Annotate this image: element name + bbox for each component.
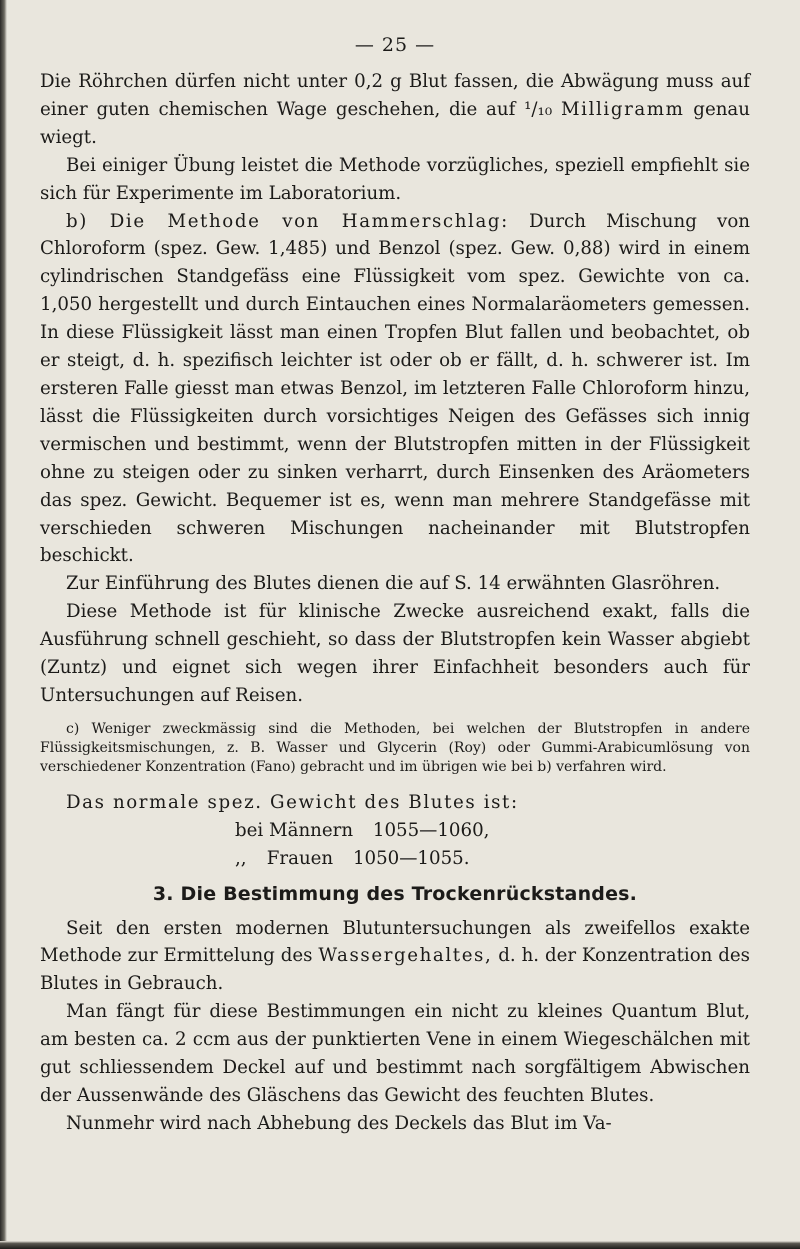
- page-number: — 25 —: [354, 34, 436, 56]
- normal-weight-heading: Das normale spez. Gewicht des Blutes ist:: [66, 791, 519, 813]
- value-range: 1050—1055.: [352, 847, 470, 869]
- value-range: 1055—1060,: [372, 819, 490, 841]
- value-row-women: [40, 845, 750, 873]
- value-row-men: [40, 817, 750, 845]
- page-edge-shadow-bottom: [0, 1241, 800, 1249]
- paragraph-6-start: Seit den ersten modernen Blutuntersuchungen als zweifellos exakte Methode zur Ermittelung des: [40, 917, 750, 967]
- paragraph-6: [40, 915, 750, 999]
- paragraph-4: Zur Einführung des Blutes dienen die auf S. 14 erwähnten Glasröhren.: [66, 573, 721, 595]
- paragraph-6-end: d. h. der Konzentration des Blutes in Gebrauch.: [40, 945, 750, 995]
- footnote-method-c: c) Weniger zweckmässig sind die Methoden, bei welchen der Blutstropfen in andere Flüssigkeitsmischungen, z. B. Wasser und Glycerin (Roy) oder Gummi-Arabicumlösung von verschiedener Konzentration (Fano) gebracht und im übrigen wie bei b) verfahren wird.: [40, 720, 750, 775]
- paragraph-1-end: genau wiegt.: [40, 98, 750, 148]
- paragraph-2: Bei einiger Übung leistet die Methode vorzügliches, speziell empfiehlt sie sich für Experimente im Laboratorium.: [40, 154, 750, 204]
- paragraph-5: Diese Methode ist für klinische Zwecke ausreichend exakt, falls die Ausführung schnell geschieht, so dass der Blutstropfen kein Wasser abgiebt (Zuntz) und eignet sich wegen ihrer Einfachheit besonders auch für Untersuchungen auf Reisen.: [40, 601, 750, 706]
- value-label: bei Männern: [235, 819, 354, 841]
- paragraph-1: [40, 68, 750, 152]
- spaced-term-wassergehalt: Wassergehaltes,: [318, 945, 493, 967]
- value-label: Frauen: [266, 847, 334, 869]
- spaced-term-milligramm: Milligramm: [560, 98, 685, 120]
- paragraph-3-text: Durch Mischung von Chloroform (spez. Gew. 1,485) und Benzol (spez. Gew. 0,88) wird in einem cylindrischen Standgefäss eine Flüssigkeit vom spez. Gewichte von ca. 1,050 hergestellt und durch Eintauchen eines Normalaräometers gemessen. In diese Flüssigkeit lässt man einen Tropfen Blut fallen und beobachtet, ob er steigt, d. h. spezifisch leichter ist oder ob er fällt, d. h. schwerer ist. Im ersteren Falle giesst man etwas Benzol, im letzteren Falle Chloroform hinzu, lässt die Flüssigkeiten durch vorsichtiges Neigen des Gefässes sich innig vermischen und bestimmt, wenn der Blutstropfen mitten in der Flüssigkeit ohne zu steigen oder zu sinken verharrt, durch Einsenken des Aräometers das spez. Gewicht. Bequemer ist es, wenn man mehrere Standgefässe mit verschieden schweren Mischungen nacheinander mit Blutstropfen beschickt.: [40, 210, 750, 567]
- paragraph-3: [40, 208, 750, 571]
- paragraph-7: Man fängt für diese Bestimmungen ein nicht zu kleines Quantum Blut, am besten ca. 2 ccm aus der punktierten Vene in einem Wiegeschälchen mit gut schliessendem Deckel auf und bestimmt nach sorgfältigem Abwischen der Aussenwände des Gläschens das Gewicht des feuchten Blutes.: [40, 1001, 750, 1106]
- paragraph-8: Nunmehr wird nach Abhebung des Deckels das Blut im Va-: [66, 1112, 612, 1134]
- fraction: ¹/₁₀: [524, 98, 553, 120]
- paragraph-1-text: Die Röhrchen dürfen nicht unter 0,2 g Blut fassen, die Abwägung muss auf einer guten chemischen Wage geschehen, die auf: [40, 71, 750, 120]
- ditto-mark: ,,: [235, 847, 247, 869]
- section-heading: 3. Die Bestimmung des Trockenrückstandes.: [152, 882, 638, 905]
- method-b-label: b) Die Methode von Hammerschlag:: [66, 210, 509, 232]
- normal-values: [40, 817, 750, 873]
